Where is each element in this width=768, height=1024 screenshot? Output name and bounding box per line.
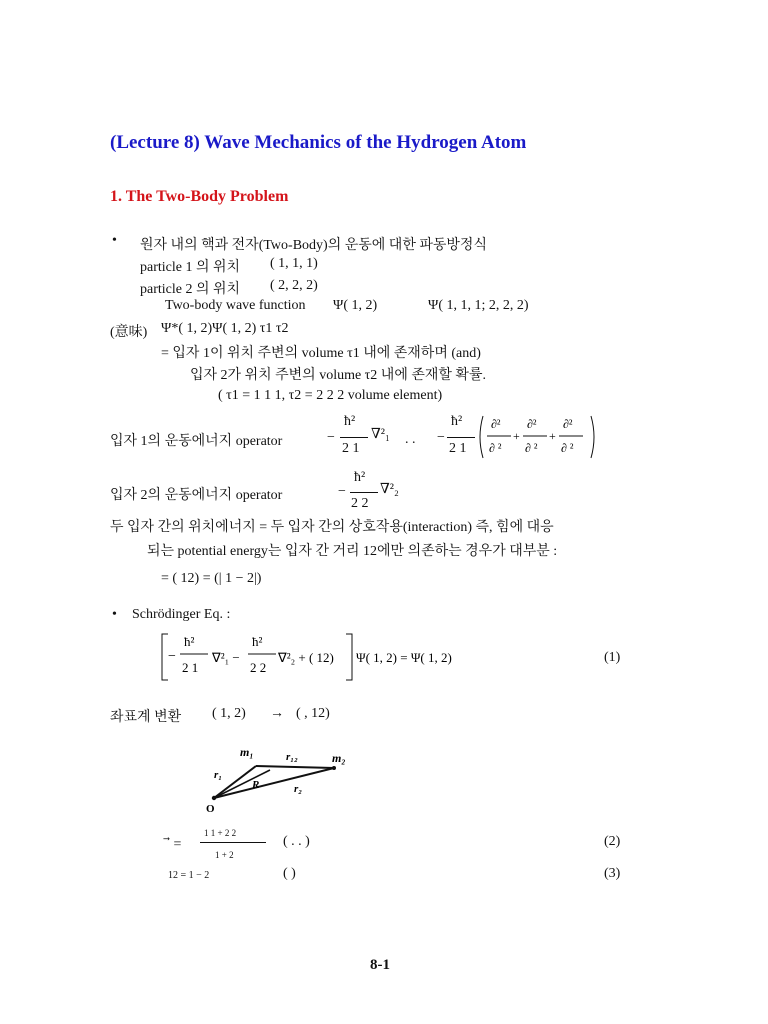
- svg-text:∇²₂ + ( 12): ∇²₂ + ( 12): [278, 650, 334, 665]
- ke1-dots: . .: [405, 432, 416, 447]
- probability-line-b: 입자 2가 위치 주변의 volume τ2 내에 존재할 확률.: [190, 368, 486, 383]
- transform-to: ( , 12): [296, 706, 330, 721]
- svg-text:∂²: ∂²: [527, 417, 537, 431]
- svg-text:m₁: m₁: [240, 745, 254, 759]
- svg-text:∂ ²: ∂ ²: [525, 441, 538, 455]
- eq3-lhs: 12 = 1 − 2: [168, 870, 210, 881]
- probability-line-a: = 입자 1이 위치 주변의 volume τ1 내에 존재하며 (and): [161, 346, 481, 361]
- ke2-label: 입자 2의 운동에너지 operator: [110, 488, 283, 503]
- ke1-label: 입자 1의 운동에너지 operator: [110, 434, 283, 449]
- section-heading: 1. The Two-Body Problem: [110, 188, 289, 205]
- eq2-lhs: ⃗ =: [170, 837, 182, 852]
- two-body-vector-diagram: [200, 740, 360, 820]
- svg-text:2 1: 2 1: [182, 660, 199, 675]
- probability-expression: Ψ*( 1, 2)Ψ( 1, 2) τ1 τ2: [161, 321, 289, 336]
- bullet1-text: 원자 내의 핵과 전자(Two-Body)의 운동에 대한 파동방정식: [140, 238, 487, 253]
- svg-text:r₁: r₁: [214, 769, 223, 781]
- ke2-numerator: ħ²: [354, 470, 366, 485]
- page-number: 8-1: [370, 957, 390, 973]
- potential-line3: = ( 12) = (| 1 − 2|): [161, 571, 262, 586]
- ke1-partial-sum: [477, 414, 597, 460]
- eq3-paren: ( ): [283, 866, 296, 881]
- ke2-fraction-bar: [350, 492, 378, 493]
- svg-text:2 2: 2 2: [250, 660, 267, 675]
- potential-line2: 되는 potential energy는 입자 간 거리 12에만 의존하는 경우가 대부분 :: [147, 544, 558, 559]
- ke1-numerator: ħ²: [344, 414, 356, 429]
- svg-text:∂²: ∂²: [563, 417, 573, 431]
- svg-text:ħ²: ħ²: [252, 634, 263, 649]
- ke1-fraction-bar2: [447, 437, 475, 438]
- eq3-number: (3): [604, 866, 621, 881]
- svg-text:∂²: ∂²: [491, 417, 501, 431]
- eq2-numerator: 1 1 + 2 2: [204, 828, 237, 838]
- transform-label: 좌표계 변환: [110, 710, 182, 725]
- svg-text:m₂: m₂: [332, 751, 346, 765]
- particle2-coords: ( 2, 2, 2): [270, 278, 318, 293]
- schrodinger-equation: [160, 632, 500, 682]
- svg-text:∇²₁ −: ∇²₁ −: [212, 650, 240, 665]
- eq2-fraction-bar: [200, 842, 266, 843]
- potential-line1: 두 입자 간의 위치에너지 = 두 입자 간의 상호작용(interaction) 즉, 힘에 대응: [110, 520, 554, 535]
- ke1-minus2: −: [437, 430, 445, 445]
- wavefunction-psi: Ψ( 1, 2): [333, 298, 378, 313]
- svg-text:+: +: [549, 429, 556, 443]
- particle2-label: particle 2 의 위치: [140, 282, 241, 297]
- svg-text:r₁₂: r₁₂: [286, 751, 298, 763]
- svg-text:∂ ²: ∂ ²: [489, 441, 502, 455]
- ke1-denominator2: 2 1: [449, 441, 467, 456]
- schrodinger-label: Schrödinger Eq. :: [132, 607, 231, 622]
- wavefunction-psi-cartesian: Ψ( 1, 1, 1; 2, 2, 2): [428, 298, 529, 313]
- ke1-numerator2: ħ²: [451, 414, 463, 429]
- particle1-label: particle 1 의 위치: [140, 260, 241, 275]
- svg-text:Ψ( 1, 2) = Ψ( 1, 2): Ψ( 1, 2) = Ψ( 1, 2): [356, 650, 452, 665]
- transform-arrow: →: [270, 706, 284, 721]
- ke1-minus: −: [327, 430, 335, 445]
- wavefunction-label: Two-body wave function: [165, 298, 306, 313]
- volume-element-line: ( τ1 = 1 1 1, τ2 = 2 2 2 volume element): [218, 388, 443, 403]
- ke1-laplacian: ∇²₁: [371, 427, 390, 442]
- ke2-minus: −: [338, 484, 346, 499]
- svg-text:−: −: [168, 649, 176, 664]
- transform-from: ( 1, 2): [212, 706, 246, 721]
- svg-text:r₂: r₂: [294, 783, 303, 795]
- ke1-denominator: 2 1: [342, 441, 360, 456]
- svg-text:ħ²: ħ²: [184, 634, 195, 649]
- bullet-dot: •: [112, 233, 117, 248]
- ke1-fraction-bar: [340, 437, 368, 438]
- meaning-tag: (意味): [110, 325, 148, 340]
- ke2-denominator: 2 2: [351, 496, 369, 511]
- svg-text:+: +: [513, 429, 520, 443]
- eq1-number: (1): [604, 650, 621, 665]
- eq2-denominator: 1 + 2: [215, 850, 234, 860]
- page-title: (Lecture 8) Wave Mechanics of the Hydrogen Atom: [110, 132, 527, 153]
- svg-text:R: R: [252, 779, 260, 791]
- svg-text:O: O: [206, 803, 215, 815]
- particle1-coords: ( 1, 1, 1): [270, 256, 318, 271]
- eq2-paren: ( . . ): [283, 834, 310, 849]
- bullet-dot: •: [112, 607, 117, 622]
- svg-text:∂ ²: ∂ ²: [561, 441, 574, 455]
- eq2-number: (2): [604, 834, 621, 849]
- ke2-laplacian: ∇²₂: [380, 482, 399, 497]
